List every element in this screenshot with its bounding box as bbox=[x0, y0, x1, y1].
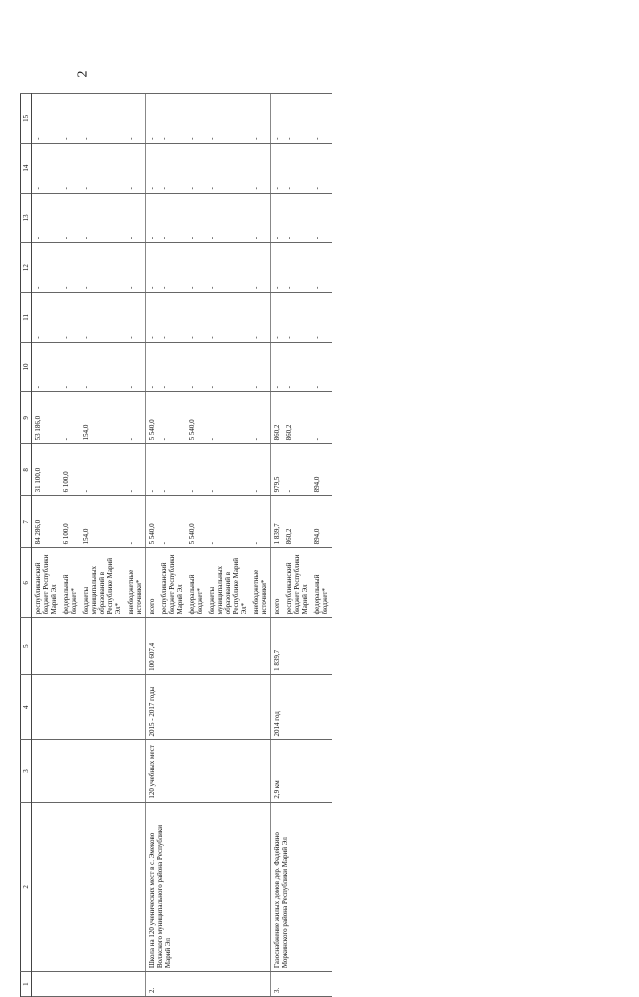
value-cell: 154,0 bbox=[80, 496, 124, 548]
value-cell: 31 100,0 bbox=[32, 444, 61, 496]
value-cell: - bbox=[271, 342, 284, 392]
value-cell: - bbox=[158, 193, 186, 243]
value-cell: - bbox=[80, 292, 124, 342]
value-cell: - bbox=[60, 143, 80, 193]
value-cell: - bbox=[206, 496, 250, 548]
value-cell: - bbox=[283, 143, 311, 193]
period bbox=[32, 674, 146, 740]
column-header-15: 15 bbox=[21, 94, 32, 144]
funding-source: всего bbox=[271, 548, 284, 618]
funding-source: бюджеты муниципальных образований в Республике Марий Эл* bbox=[206, 548, 250, 618]
value-cell: - bbox=[125, 143, 146, 193]
value-cell: - bbox=[186, 243, 206, 293]
value-cell: - bbox=[158, 444, 186, 496]
value-cell: 6 100,0 bbox=[60, 496, 80, 548]
value-cell: 5 540,0 bbox=[145, 392, 158, 444]
value-cell: - bbox=[283, 94, 311, 144]
page-number: 2 bbox=[75, 70, 91, 78]
value-cell: - bbox=[206, 243, 250, 293]
funding-source: бюджеты муниципальных образований в Республике Марий Эл* bbox=[80, 548, 124, 618]
funding-source: федеральный бюджет* bbox=[311, 548, 331, 618]
value-cell: - bbox=[311, 342, 331, 392]
value-cell: 979,5 bbox=[271, 444, 284, 496]
value-cell: - bbox=[125, 496, 146, 548]
value-cell: - bbox=[311, 392, 331, 444]
table-row bbox=[32, 94, 61, 997]
value-cell: - bbox=[125, 292, 146, 342]
value-cell: - bbox=[311, 94, 331, 144]
value-cell: - bbox=[311, 193, 331, 243]
value-cell: - bbox=[311, 243, 331, 293]
table-header bbox=[21, 94, 32, 997]
value-cell: - bbox=[206, 392, 250, 444]
value-cell: - bbox=[80, 342, 124, 392]
funding-source: внебюджетные источники* bbox=[250, 548, 271, 618]
value-cell: - bbox=[158, 392, 186, 444]
value-cell: - bbox=[271, 143, 284, 193]
value-cell: - bbox=[206, 292, 250, 342]
value-cell: - bbox=[80, 94, 124, 144]
value-cell: - bbox=[250, 444, 271, 496]
value-cell: - bbox=[271, 193, 284, 243]
value-cell: - bbox=[80, 193, 124, 243]
value-cell: - bbox=[271, 243, 284, 293]
object-name bbox=[32, 802, 146, 972]
value-cell: - bbox=[186, 292, 206, 342]
value-cell: - bbox=[32, 193, 61, 243]
value-cell: - bbox=[158, 342, 186, 392]
column-header-9: 9 bbox=[21, 392, 32, 444]
value-cell: - bbox=[125, 444, 146, 496]
value-cell: 894,0 bbox=[311, 444, 331, 496]
value-cell: - bbox=[283, 243, 311, 293]
column-header-10: 10 bbox=[21, 342, 32, 392]
value-cell: - bbox=[186, 94, 206, 144]
value-cell: - bbox=[271, 94, 284, 144]
value-cell: - bbox=[206, 193, 250, 243]
value-cell: - bbox=[206, 444, 250, 496]
value-cell: - bbox=[125, 392, 146, 444]
value-cell: - bbox=[250, 392, 271, 444]
value-cell: - bbox=[145, 342, 158, 392]
value-cell: - bbox=[80, 243, 124, 293]
period: 2015 - 2017 годы bbox=[145, 674, 271, 740]
total-cost: 1 839,7 bbox=[271, 618, 332, 675]
funding-source: республиканский бюджет Республики Марий Эл bbox=[32, 548, 61, 618]
value-cell: - bbox=[32, 342, 61, 392]
value-cell: 5 540,0 bbox=[186, 392, 206, 444]
column-header-5: 5 bbox=[21, 618, 32, 675]
value-cell: - bbox=[32, 243, 61, 293]
value-cell: - bbox=[32, 94, 61, 144]
value-cell: - bbox=[206, 342, 250, 392]
table-row bbox=[271, 94, 284, 997]
value-cell: - bbox=[145, 143, 158, 193]
value-cell: - bbox=[250, 143, 271, 193]
table-row bbox=[145, 94, 158, 997]
column-header-1: 1 bbox=[21, 972, 32, 997]
value-cell: - bbox=[125, 94, 146, 144]
value-cell: 53 186,0 bbox=[32, 392, 61, 444]
row-number bbox=[32, 972, 146, 997]
value-cell: 860,2 bbox=[283, 392, 311, 444]
value-cell: - bbox=[80, 143, 124, 193]
value-cell: 860,2 bbox=[283, 496, 311, 548]
funding-source: республиканский бюджет Республики Марий Эл bbox=[283, 548, 311, 618]
value-cell: - bbox=[60, 193, 80, 243]
value-cell: - bbox=[60, 342, 80, 392]
value-cell: 5 540,0 bbox=[145, 496, 158, 548]
value-cell: - bbox=[32, 143, 61, 193]
value-cell: 1 839,7 bbox=[271, 496, 284, 548]
value-cell: - bbox=[283, 193, 311, 243]
value-cell: - bbox=[283, 292, 311, 342]
value-cell: - bbox=[271, 292, 284, 342]
column-header-2: 2 bbox=[21, 802, 32, 972]
value-cell: - bbox=[186, 143, 206, 193]
value-cell: 860,2 bbox=[271, 392, 284, 444]
value-cell: 6 100,0 bbox=[60, 444, 80, 496]
table-body bbox=[32, 94, 332, 997]
object-name: Школа на 120 ученических мест в с. Эмеково Волжского муниципального района Республики Марий Эл bbox=[145, 802, 271, 972]
object-name: Газоснабжение жилых домов дер. Фадейкино Моркинского района Республики Марий Эл bbox=[271, 802, 332, 972]
capacity bbox=[32, 740, 146, 802]
funding-source: федеральный бюджет* bbox=[60, 548, 80, 618]
value-cell: - bbox=[145, 193, 158, 243]
value-cell: - bbox=[32, 292, 61, 342]
document-table-rotated bbox=[20, 93, 520, 997]
value-cell: - bbox=[250, 292, 271, 342]
value-cell: - bbox=[80, 444, 124, 496]
value-cell: - bbox=[158, 496, 186, 548]
value-cell: - bbox=[125, 193, 146, 243]
column-header-7: 7 bbox=[21, 496, 32, 548]
value-cell: - bbox=[250, 243, 271, 293]
value-cell: - bbox=[125, 243, 146, 293]
value-cell: - bbox=[60, 392, 80, 444]
value-cell: - bbox=[158, 143, 186, 193]
column-header-13: 13 bbox=[21, 193, 32, 243]
value-cell: - bbox=[250, 193, 271, 243]
value-cell: - bbox=[186, 444, 206, 496]
value-cell: - bbox=[145, 292, 158, 342]
funding-source: федеральный бюджет* bbox=[186, 548, 206, 618]
value-cell: - bbox=[250, 496, 271, 548]
column-header-12: 12 bbox=[21, 243, 32, 293]
column-header-3: 3 bbox=[21, 740, 32, 802]
funding-source: всего bbox=[145, 548, 158, 618]
value-cell: - bbox=[158, 292, 186, 342]
column-header-14: 14 bbox=[21, 143, 32, 193]
value-cell: - bbox=[283, 342, 311, 392]
value-cell: - bbox=[311, 292, 331, 342]
column-header-4: 4 bbox=[21, 674, 32, 740]
total-cost: 100 607,4 bbox=[145, 618, 271, 675]
value-cell: - bbox=[158, 94, 186, 144]
value-cell: - bbox=[145, 243, 158, 293]
value-cell: - bbox=[60, 94, 80, 144]
total-cost bbox=[32, 618, 146, 675]
value-cell: - bbox=[250, 342, 271, 392]
value-cell: 894,0 bbox=[311, 496, 331, 548]
funding-source: республиканский бюджет Республики Марий Эл bbox=[158, 548, 186, 618]
value-cell: - bbox=[186, 193, 206, 243]
value-cell: - bbox=[186, 342, 206, 392]
value-cell: - bbox=[250, 94, 271, 144]
program-table bbox=[20, 93, 332, 997]
value-cell: - bbox=[206, 143, 250, 193]
funding-source: внебюджетные источники* bbox=[125, 548, 146, 618]
capacity: 2,9 км bbox=[271, 740, 332, 802]
row-number: 2. bbox=[145, 972, 271, 997]
value-cell: - bbox=[283, 444, 311, 496]
value-cell: - bbox=[145, 94, 158, 144]
value-cell: 154,0 bbox=[80, 392, 124, 444]
column-header-11: 11 bbox=[21, 292, 32, 342]
value-cell: - bbox=[125, 342, 146, 392]
period: 2014 год bbox=[271, 674, 332, 740]
capacity: 120 учебных мест bbox=[145, 740, 271, 802]
value-cell: - bbox=[206, 94, 250, 144]
value-cell: 84 286,0 bbox=[32, 496, 61, 548]
value-cell: - bbox=[158, 243, 186, 293]
value-cell: - bbox=[60, 243, 80, 293]
value-cell: 5 540,0 bbox=[186, 496, 206, 548]
value-cell: - bbox=[60, 292, 80, 342]
row-number: 3. bbox=[271, 972, 332, 997]
value-cell: - bbox=[145, 444, 158, 496]
column-header-8: 8 bbox=[21, 444, 32, 496]
value-cell: - bbox=[311, 143, 331, 193]
column-header-6: 6 bbox=[21, 548, 32, 618]
